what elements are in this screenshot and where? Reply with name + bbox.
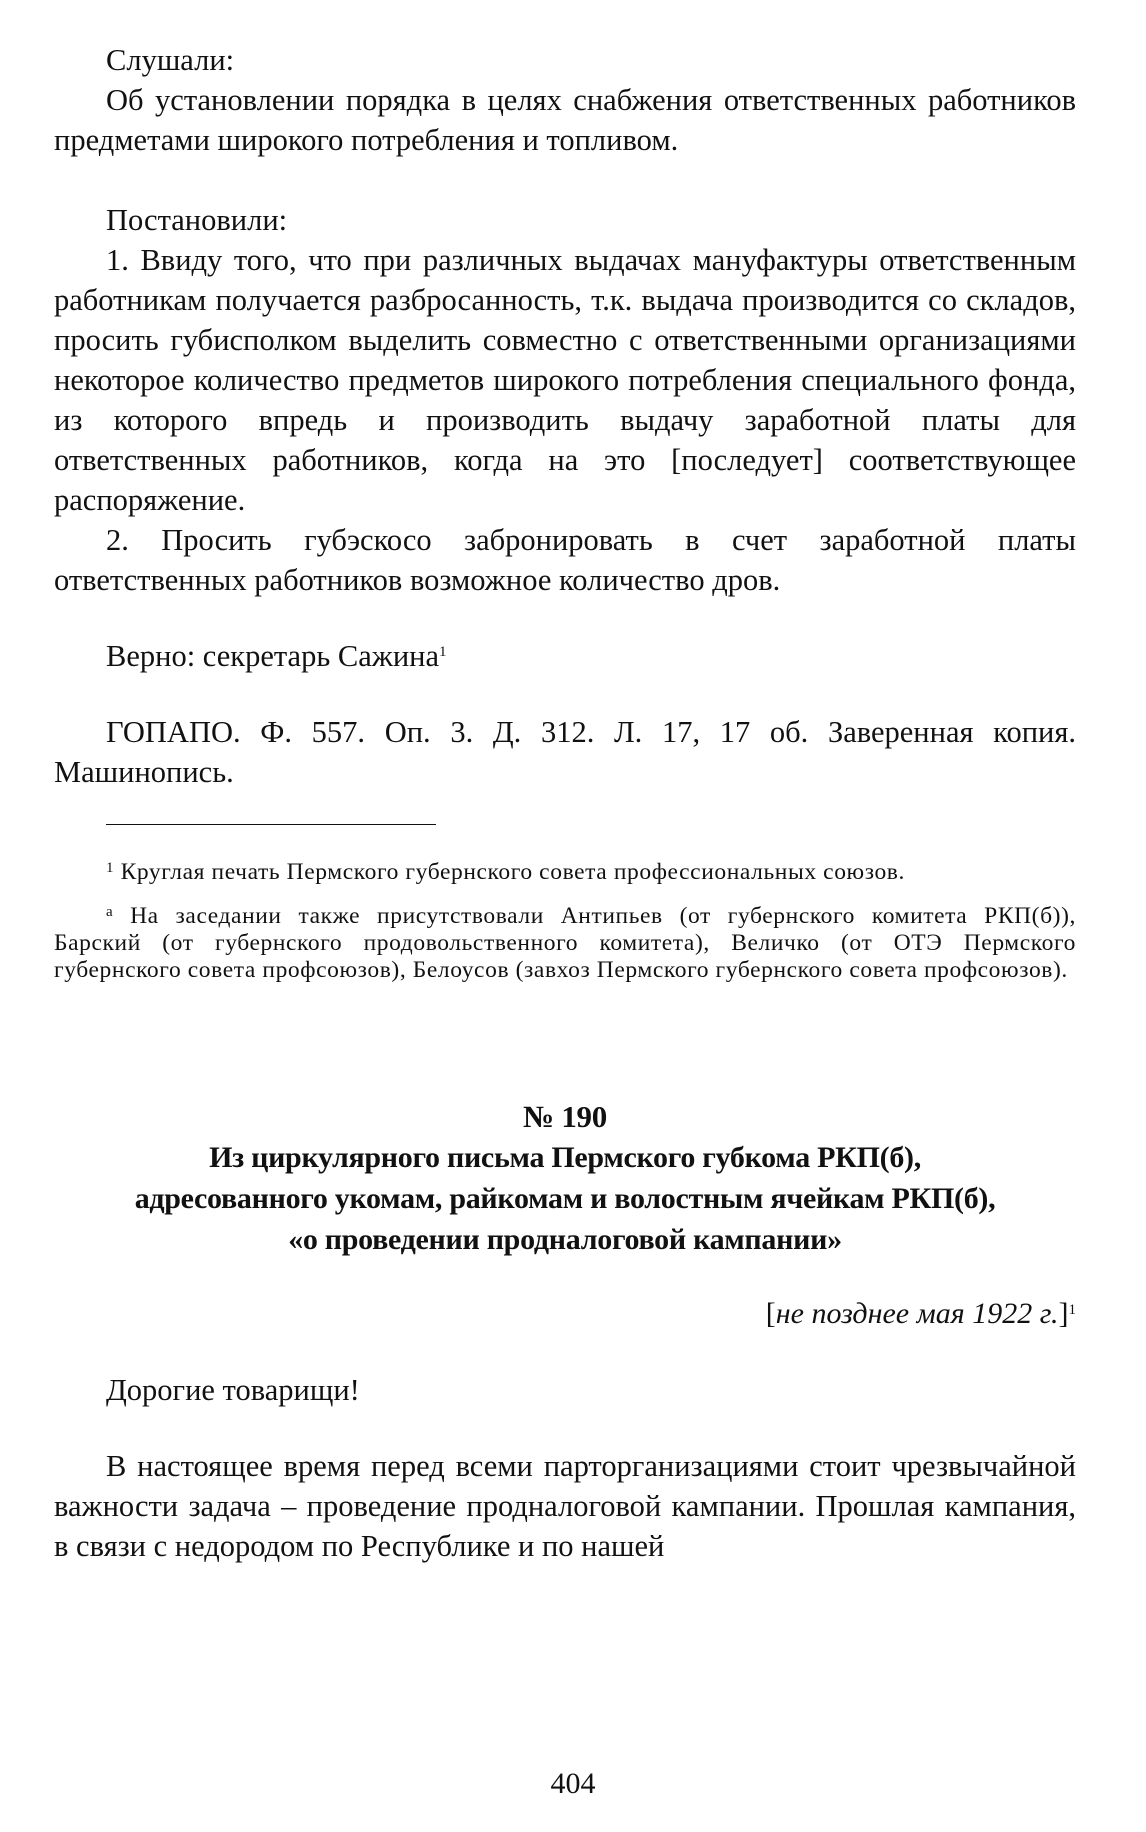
certification-line [54,636,1076,676]
page-number: 404 [550,1767,596,1800]
document-title-line-1: Из циркулярного письма Пермского губкома РКП(б), [209,1141,921,1174]
document-date [54,1294,1076,1334]
document-title-line-3: «о проведении продналоговой кампании» [288,1223,842,1256]
date-text: не позднее мая 1922 г. [775,1297,1059,1330]
footnote-1 [54,859,1076,886]
certification-text: Верно: секретарь Сажина [106,639,440,673]
footnote-a [54,903,1076,984]
resolution-item-2: 2. Просить губэскосо забронировать в счет заработной платы ответственных работников возможное количество дров. [54,523,1076,597]
date-open-bracket: [ [765,1297,776,1330]
footnote-divider [106,824,436,825]
greeting: Дорогие товарищи! [106,1373,360,1407]
resolution-item-1: 1. Ввиду того, что при различных выдачах мануфактуры ответственным работникам получается разбросанность, т.к. выдача производится со складов, просить губисполком выделить совместно с ответственными организациями некоторое количество предметов широкого потребления специального фонда, из которого впредь и производить выдачу заработной платы для ответственных работников, когда на это [последует] соответствующее распоряжение. [54,243,1076,517]
footnote-ref: 1 [439,644,447,660]
letter-body: В настоящее время перед всеми парторганизациями стоит чрезвычайной важности задача – проведение продналоговой кампании. Прошлая кампания, в связи с недородом по Республике и по нашей [54,1449,1076,1563]
document-number: № 190 [523,1099,607,1134]
footnote-a-mark: а [106,904,114,920]
footnote-1-text: Круглая печать Пермского губернского совета профессиональных союзов. [120,859,905,885]
resolved-label: Постановили: [106,203,288,237]
footnote-a-text: На заседании также присутствовали Антипьев (от губернского комитета РКП(б)), Барский (от губернского продовольственного комитета), Величко (от ОТЭ Пермского губернского совета профсоюзов), Белоусов (завхоз Пермского губернского совета профсоюзов). [54,903,1076,983]
heard-label: Слушали: [106,43,235,77]
document-page [54,40,1076,1566]
archive-reference: ГОПАПО. Ф. 557. Оп. 3. Д. 312. Л. 17, 17 об. Заверенная копия. Машинопись. [54,715,1076,789]
date-close-bracket: ] [1058,1297,1069,1330]
date-footnote-ref: 1 [1068,1302,1076,1318]
heard-text: Об установлении порядка в целях снабжения ответственных работников предметами широкого потребления и топливом. [54,83,1076,157]
document-title-line-2: адресованного укомам, райкомам и волостным ячейкам РКП(б), [134,1182,996,1215]
footnote-1-mark: 1 [106,860,115,876]
document-heading [54,1096,1076,1260]
